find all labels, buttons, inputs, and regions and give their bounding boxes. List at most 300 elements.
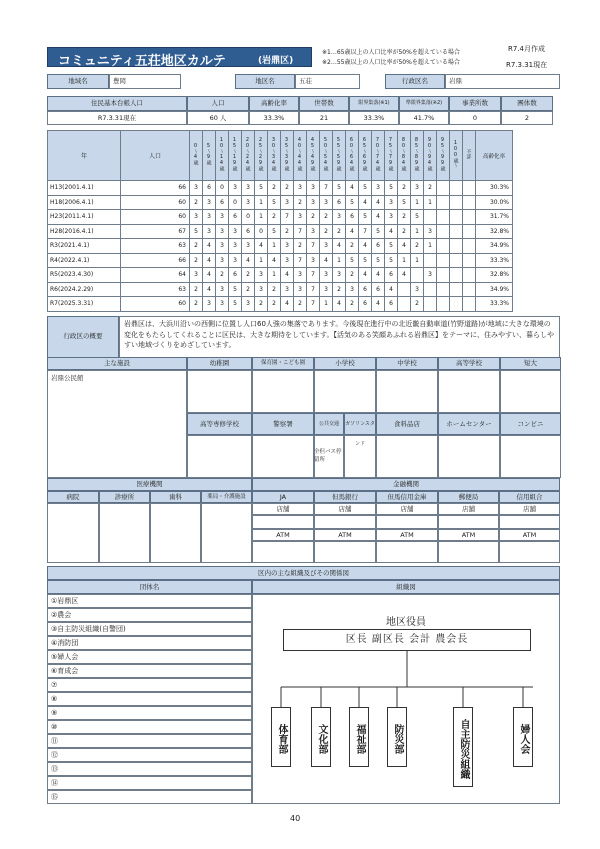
group-item: ⑤婦人会 [47,650,252,664]
population-value: 60 人 [187,111,249,125]
age-group-label: 0〜4歳 [192,143,199,165]
facility-header: コンビニ [500,413,561,435]
age-value-cell: 4 [320,253,333,268]
age-value-cell: 3 [242,239,255,254]
age-value-cell: 7 [294,253,307,268]
age-value-cell: 7 [294,224,307,239]
age-value-cell [463,268,476,283]
age-value-cell [437,253,450,268]
pop-cell: 63 [121,282,190,297]
age-value-cell: 4 [281,268,294,283]
age-value-cell: 4 [372,268,385,283]
org-left-header: 団体名 [47,580,252,594]
age-table-row [48,224,513,239]
age-value-cell: 2 [190,239,203,254]
facility-header: 小学校 [314,357,376,370]
population-value: 2 [501,111,553,125]
year-cell: H28(2016.4.1) [48,224,121,239]
age-value-cell: 5 [385,253,398,268]
age-value-cell: 4 [385,282,398,297]
pop-cell: 60 [121,195,190,210]
age-group-header [398,131,411,181]
age-group-label: 55〜59歳 [335,137,342,171]
age-value-cell: 6 [229,268,242,283]
age-value-cell: 2 [190,282,203,297]
age-value-cell: 2 [346,297,359,312]
age-value-cell: 5 [229,297,242,312]
age-group-header [281,131,294,181]
age-value-cell: 3 [281,239,294,254]
department-box: 文化部 [311,707,331,767]
age-group-header [255,131,268,181]
facility-header: ガソリンスタンド [344,413,376,435]
org-top-label: 地区役員 [386,617,426,628]
year-cell: H13(2001.4.1) [48,181,121,196]
age-value-cell: 5 [411,210,424,225]
age-value-cell: 2 [333,282,346,297]
age-table-row [48,210,513,225]
age-value-cell [463,210,476,225]
as-of-date: R7.3.31現在 [506,61,548,69]
age-value-cell: 4 [281,297,294,312]
pop-cell: 64 [121,268,190,283]
facility-header: 食料品店 [376,413,438,435]
age-value-cell: 5 [333,181,346,196]
department-box: 防災部 [387,707,407,767]
ward-value: 岩鼎 [445,74,560,89]
age-value-cell: 3 [281,195,294,210]
rate-cell: 33.3% [476,297,513,312]
pop-cell: 66 [121,181,190,196]
age-value-cell: 2 [242,268,255,283]
age-value-cell: 3 [385,195,398,210]
age-group-label: 40〜44歳 [296,137,303,171]
age-value-cell: 4 [398,239,411,254]
age-value-cell: 4 [203,282,216,297]
main-facility-item: 岩鼎公民館 [51,374,84,382]
age-value-cell [437,268,450,283]
age-value-cell [450,224,463,239]
group-item: ②農会 [47,608,252,622]
age-value-cell: 3 [320,268,333,283]
population-header: 世帯数 [299,96,349,111]
finance-label: 金融機関 [252,478,560,491]
age-value-cell: 3 [203,224,216,239]
overview-text: 岩鼎区は、大浜川沿いの西側に位置し人口60人強の集落であります。今後現在進行中の北近畿自動車道(竹野道路)が地域に大きな環境の変化をもたらしてくれることに区民は、大きな期待をしています。【活気のある笑顔あふれる岩鼎区】をテーマに、住みやすい、暮らしやすい地域づくりをめざしています。 [119,316,560,358]
age-value-cell: 3 [424,224,437,239]
age-value-cell: 3 [307,195,320,210]
age-value-cell: 2 [424,181,437,196]
age-value-cell: 5 [398,195,411,210]
facility-header: 高等学校 [438,357,500,370]
population-date: R7.3.31現在 [47,111,187,125]
group-item: ⑫ [47,748,252,762]
age-value-cell: 6 [372,282,385,297]
facility-value [314,370,376,413]
bank-atm-label: ATM [252,529,314,541]
age-value-cell: 3 [307,181,320,196]
age-value-cell: 3 [346,282,359,297]
age-group-header [294,131,307,181]
bank-atm-value [438,541,499,563]
pop-cell: 60 [121,210,190,225]
rate-cell: 34.9% [476,239,513,254]
group-item: ①岩鼎区 [47,594,252,608]
age-value-cell: 2 [255,297,268,312]
department-box: 体育部 [271,707,291,767]
medical-header: 歯科 [150,491,201,503]
age-value-cell: 4 [359,195,372,210]
age-group-header [203,131,216,181]
age-value-cell: 4 [242,253,255,268]
age-value-cell: 3 [333,268,346,283]
age-value-cell [437,210,450,225]
group-item: ⑦ [47,678,252,692]
age-value-cell [463,253,476,268]
note-2: ※2…55歳以上の人口比率が50%を超えている場合 [322,59,460,66]
org-chart-area [252,594,560,804]
age-value-cell: 6 [385,268,398,283]
age-value-cell [463,282,476,297]
age-value-cell: 4 [385,224,398,239]
department-box: 婦人会 [513,707,533,767]
age-value-cell: 3 [307,224,320,239]
age-group-label: 20〜24歳 [244,137,251,171]
age-value-cell: 7 [320,181,333,196]
age-value-cell: 3 [216,239,229,254]
pop-cell: 63 [121,239,190,254]
year-cell: H23(2011.4.1) [48,210,121,225]
medical-header: 薬局・介護施設 [201,491,252,503]
age-value-cell: 3 [294,181,307,196]
group-item: ③自主防災組織(自警団) [47,622,252,636]
age-group-label: 45〜49歳 [309,137,316,171]
bus-stop-note: 全但バス停留所 [314,449,342,463]
note-1: ※1…65歳以上の人口比率が50%を超えている場合 [322,49,460,56]
age-value-cell: 1 [411,224,424,239]
pop-cell: 60 [121,297,190,312]
population-value: 33.3% [249,111,299,125]
age-value-cell: 2 [294,297,307,312]
age-value-cell [463,297,476,312]
age-value-cell: 2 [268,210,281,225]
year-cell: H18(2006.4.1) [48,195,121,210]
page-number: 40 [290,814,301,823]
age-value-cell: 3 [229,253,242,268]
age-value-cell: 0 [255,224,268,239]
age-group-label: 75〜79歳 [387,137,394,171]
age-value-cell: 3 [203,195,216,210]
facility-header: 高等専修学校 [187,413,252,435]
bank-atm-value [314,541,376,563]
facility-value [376,370,438,413]
age-value-cell [424,253,437,268]
age-value-cell: 3 [242,195,255,210]
age-value-cell: 1 [268,268,281,283]
age-value-cell: 2 [242,282,255,297]
age-value-cell: 1 [320,297,333,312]
age-value-cell: 2 [294,195,307,210]
population-header: 高齢化率 [249,96,299,111]
age-value-cell: 1 [333,253,346,268]
age-value-cell: 5 [359,253,372,268]
age-value-cell: 4 [372,210,385,225]
age-value-cell: 3 [229,239,242,254]
area-label: 地域名 [47,74,109,89]
age-value-cell [450,297,463,312]
group-item: ⑩ [47,720,252,734]
page-title: コミュニティ五荘地区カルテ [58,54,226,69]
facility-header: 警察署 [252,413,314,435]
age-value-cell: 3 [320,195,333,210]
age-value-cell: 3 [411,181,424,196]
group-item: ⑭ [47,776,252,790]
age-value-cell: 6 [359,297,372,312]
age-value-cell: 1 [255,210,268,225]
age-value-cell: 4 [372,195,385,210]
year-cell: R3(2021.4.1) [48,239,121,254]
age-value-cell: 6 [346,210,359,225]
rate-cell: 31.7% [476,210,513,225]
age-value-cell: 5 [190,224,203,239]
age-value-cell: 5 [268,195,281,210]
group-item: ⑥育成会 [47,664,252,678]
age-value-cell: 5 [372,224,385,239]
age-group-header [229,131,242,181]
age-value-cell: 4 [255,239,268,254]
age-value-cell: 6 [359,282,372,297]
facility-value [500,435,561,478]
medical-header: 病院 [47,491,99,503]
age-value-cell [398,282,411,297]
population-header: 團体数 [501,96,553,111]
age-group-header [424,131,437,181]
population-value: 0 [449,111,501,125]
age-value-cell: 2 [268,282,281,297]
age-table-row [48,253,513,268]
bank-store-value [314,515,376,529]
age-value-cell: 1 [424,239,437,254]
age-value-cell: 4 [359,268,372,283]
medical-value [201,503,252,563]
age-value-cell: 5 [255,181,268,196]
overview-label: 行政区の概要 [63,332,103,340]
age-value-cell: 1 [411,195,424,210]
age-table-row [48,268,513,283]
age-group-header [411,131,424,181]
age-value-cell: 0 [229,195,242,210]
age-group-header [333,131,346,181]
age-value-cell [437,239,450,254]
age-group-label: 10〜14歳 [218,137,225,171]
age-value-cell: 2 [320,210,333,225]
population-header: 人口 [187,96,249,111]
age-group-header [359,131,372,181]
age-value-cell: 3 [255,282,268,297]
bank-header: 郵便局 [438,491,499,503]
age-table-row [48,282,513,297]
facility-value [187,435,252,478]
age-value-cell: 2 [190,297,203,312]
org-section-title: 区内の主な組織及びその関係図 [47,566,560,580]
title-banner [47,47,312,67]
ward-label: 行政区名 [385,74,445,89]
age-value-cell: 4 [372,297,385,312]
pop-cell: 67 [121,224,190,239]
bank-store-value [438,515,499,529]
population-value: 21 [299,111,349,125]
group-item: ⑮ [47,790,252,804]
age-value-cell [450,268,463,283]
overview-label-cell [47,316,119,358]
year-cell: R4(2022.4.1) [48,253,121,268]
population-value: 33.3% [349,111,399,125]
facility-value [438,370,500,413]
age-value-cell: 3 [203,210,216,225]
medical-header: 診療所 [99,491,150,503]
age-group-header [372,131,385,181]
age-value-cell: 5 [346,195,359,210]
medical-value [47,503,99,563]
bank-header: 但馬信用金庫 [376,491,438,503]
group-item: ⑨ [47,706,252,720]
bank-atm-value [499,541,560,563]
population-value: 41.7% [399,111,449,125]
age-value-cell: 3 [333,210,346,225]
bank-store-label: 店舗 [314,503,376,515]
age-value-cell [437,181,450,196]
age-header-row [48,131,513,181]
bank-header: JA [252,491,314,503]
district-value: 五荘 [295,74,360,89]
age-value-cell: 3 [255,268,268,283]
medical-value [150,503,201,563]
facility-header: 短大 [500,357,561,370]
population-header: 事業所数 [449,96,501,111]
age-value-cell: 3 [320,282,333,297]
age-value-cell: 4 [203,253,216,268]
age-group-label: 15〜19歳 [231,137,238,171]
age-value-cell: 2 [268,297,281,312]
age-value-cell: 5 [385,181,398,196]
age-value-cell: 3 [216,297,229,312]
age-value-cell: 2 [281,224,294,239]
age-group-label: 90〜94歳 [426,137,433,171]
age-value-cell: 2 [411,239,424,254]
age-group-header [242,131,255,181]
age-group-label: 85〜89歳 [413,137,420,171]
org-connectors [253,595,561,805]
org-right-header: 組織図 [252,580,560,594]
bank-atm-label: ATM [438,529,499,541]
main-facilities-box [47,370,187,478]
age-value-cell: 1 [255,253,268,268]
age-group-header [463,131,476,181]
age-value-cell: 2 [190,195,203,210]
age-value-cell: 6 [372,239,385,254]
age-value-cell: 2 [398,224,411,239]
bank-atm-label: ATM [499,529,560,541]
age-value-cell: 5 [346,253,359,268]
age-value-cell: 3 [411,282,424,297]
area-value: 豊岡 [109,74,181,89]
age-value-cell: 4 [333,297,346,312]
age-group-label: 65〜69歳 [361,137,368,171]
age-value-cell: 7 [307,282,320,297]
bank-store-label: 店舗 [438,503,499,515]
age-value-cell: 3 [320,239,333,254]
facility-value [438,435,500,478]
age-group-header [307,131,320,181]
age-value-cell: 1 [268,239,281,254]
age-value-cell [463,181,476,196]
age-group-label: 50〜54歳 [322,137,329,171]
age-value-cell [463,195,476,210]
age-table-row [48,181,513,196]
age-value-cell [398,297,411,312]
facility-value [252,435,314,478]
group-item: ⑧ [47,692,252,706]
age-table-row [48,297,513,312]
age-group-header [190,131,203,181]
age-value-cell: 2 [346,239,359,254]
age-value-cell: 3 [190,268,203,283]
age-value-cell [463,224,476,239]
age-value-cell: 3 [229,224,242,239]
age-value-cell: 3 [216,282,229,297]
population-source-label: 住民基本台帳人口 [47,96,187,111]
age-value-cell: 6 [203,181,216,196]
age-value-cell [437,282,450,297]
age-value-cell: 4 [203,268,216,283]
age-value-cell: 4 [333,239,346,254]
group-item: ⑪ [47,734,252,748]
age-value-cell [450,253,463,268]
age-value-cell: 4 [398,268,411,283]
age-value-cell: 2 [190,253,203,268]
age-group-label: 95〜99歳 [439,137,446,171]
age-value-cell: 4 [203,239,216,254]
rate-cell: 30.3% [476,181,513,196]
age-group-label: 100歳〜 [452,140,459,168]
age-value-cell: 5 [229,282,242,297]
age-group-header [450,131,463,181]
year-cell: R6(2024.2.29) [48,282,121,297]
age-value-cell: 3 [424,268,437,283]
facility-header: 幼稚園 [187,357,252,370]
bank-atm-label: ATM [376,529,438,541]
age-group-header [437,131,450,181]
facility-header: 中学校 [376,357,438,370]
facility-value [500,370,561,413]
age-group-header [385,131,398,181]
year-header: 年 [48,131,121,181]
rate-cell: 34.9% [476,282,513,297]
age-value-cell: 4 [346,224,359,239]
age-value-cell [411,268,424,283]
age-value-cell [424,282,437,297]
age-value-cell: 2 [346,268,359,283]
year-cell: R7(2025.3.31) [48,297,121,312]
rate-cell: 32.8% [476,268,513,283]
age-value-cell: 3 [307,253,320,268]
org-top-box: 区長 副区長 会計 農会長 [283,629,531,651]
age-value-cell: 3 [216,224,229,239]
age-value-cell: 5 [372,253,385,268]
age-value-cell: 5 [268,224,281,239]
facility-value [376,435,438,478]
age-value-cell: 4 [268,253,281,268]
